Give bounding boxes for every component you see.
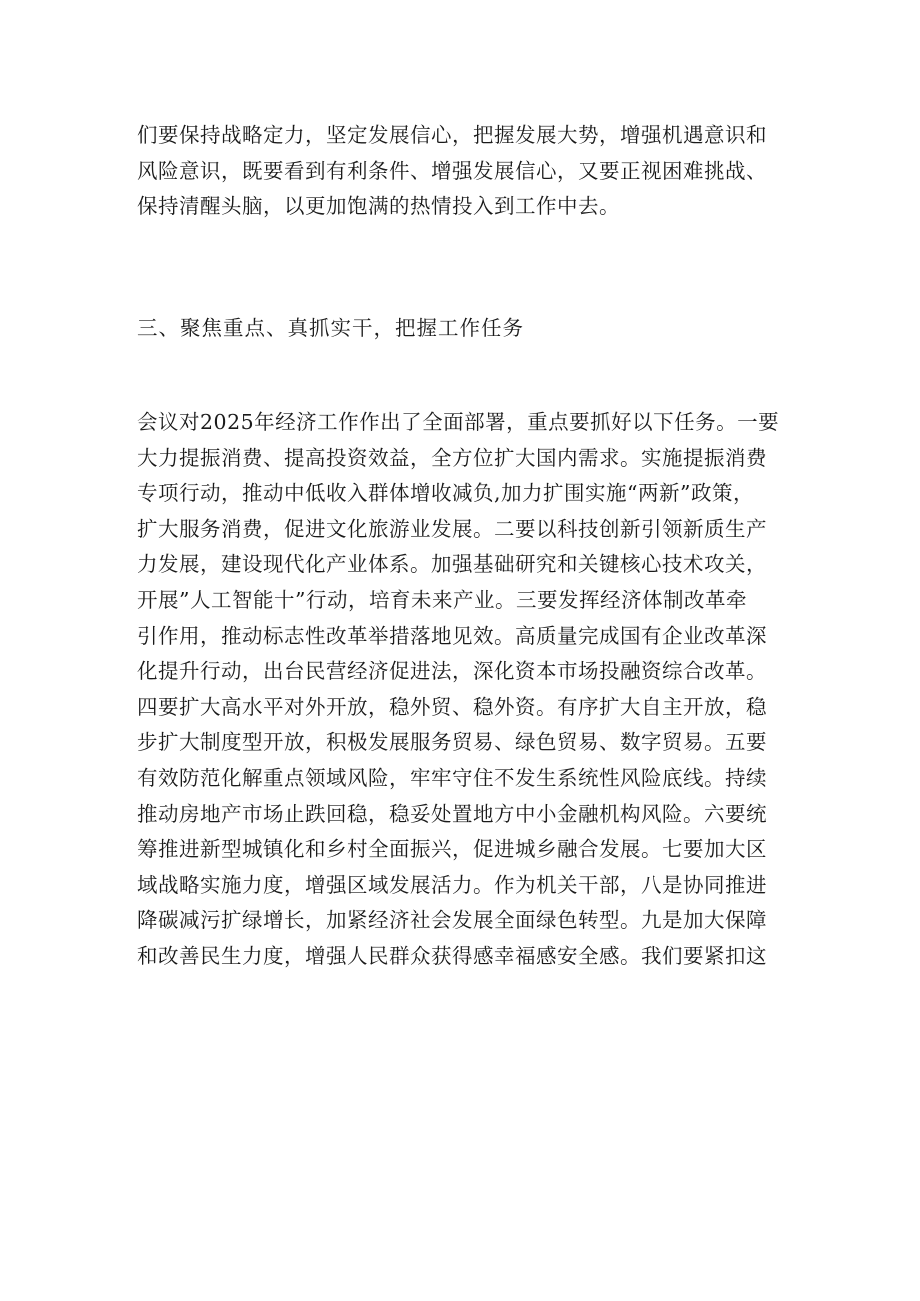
paragraph-1 [137, 118, 785, 225]
text-line: 保持清醒头脑，以更加饱满的热情投入到工作中去。 [137, 194, 620, 219]
text-line: 引作用，推动标志性改革举措落地见效。高质量完成国有企业改革深 [137, 623, 767, 648]
text-line: 域战略实施力度，增强区域发展活力。作为机关干部，八是协同推进 [137, 872, 767, 897]
text-line: 开展”人工智能十”行动，培育未来产业。三要发挥经济体制改革牵 [137, 587, 747, 612]
text-line: 四要扩大高水平对外开放，稳外贸、稳外资。有序扩大自主开放，稳 [137, 694, 767, 719]
text-line: 降碳减污扩绿增长，加紧经济社会发展全面绿色转型。九是加大保障 [137, 908, 767, 933]
text-line: 步扩大制度型开放，积极发展服务贸易、绿色贸易、数字贸易。五要 [137, 730, 767, 755]
text-line: 扩大服务消费，促进文化旅游业发展。二要以科技创新引领新质生产 [137, 516, 767, 541]
text-line: 化提升行动，出台民营经济促进法，深化资本市场投融资综合改革。 [137, 659, 767, 684]
text-line: 推动房地产市场止跌回稳，稳妥处置地方中小金融机构风险。六要统 [137, 801, 767, 826]
section-heading: 三、聚焦重点、真抓实干，把握工作任务 [137, 316, 524, 340]
text-line: 专项行动，推动中低收入群体增收减负,加力扩围实施“两新”政策， [137, 481, 754, 506]
text-line: 力发展，建设现代化产业体系。加强基础研究和关键核心技术攻关， [137, 552, 767, 577]
text-line: 和改善民生力度，增强人民群众获得感幸福感安全感。我们要紧扣这 [137, 943, 767, 968]
text-line: 大力提振消费、提高投资效益，全方位扩大国内需求。实施提振消费 [137, 445, 767, 470]
text-line: 有效防范化解重点领域风险，牢牢守住不发生系统性风险底线。持续 [137, 765, 767, 790]
text-line: 们要保持战略定力，坚定发展信心，把握发展大势，增强机遇意识和 [137, 123, 767, 147]
paragraph-2 [137, 405, 785, 975]
text-line: 筹推进新型城镇化和乡村全面振兴，促进城乡融合发展。七要加大区 [137, 837, 767, 862]
text-line: 风险意识，既要看到有利条件、增强发展信心，又要正视困难挑战、 [137, 158, 767, 183]
text-line: 会议对2025年经济工作作出了全面部署，重点要抓好以下任务。一要 [137, 410, 780, 434]
